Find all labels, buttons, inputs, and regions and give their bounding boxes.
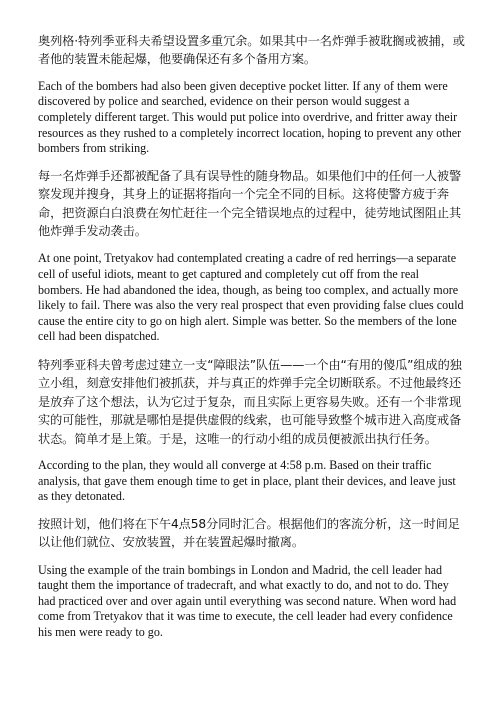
paragraph-en-plan-timing: According to the plan, they would all converge at 4:58 p.m. Based on their traffic analysis, that gave them enough time to get in place, plant their devices, and leave just as they detonated. [38,458,456,504]
paragraph-zh-redundancy: 奥列格·特列季亚科夫希望设置多重冗余。如果其中一名炸弹手被耽搁或被捕，或者他的装置未能起爆，他要确保还有多个备用方案。 [38,34,465,67]
paragraph-en-tradecraft: Using the example of the train bombings in London and Madrid, the cell leader had taught them the importance of tradecraft, and what exactly to do, and not to do. They had practiced over and over again until everything was second nature. When word had come from Tretyakov that it was time to execute, the cell leader had every confidence his men were ready to go. [38,562,457,639]
paragraph-en-pocket-litter: Each of the bombers had also been given deceptive pocket litter. If any of them were discovered by police and searched, evidence on their person would suggest a completely different target. This would put police into overdrive, and fritter away their resources as they rushed to a completely incorrect location, hoping to prevent any other bombers from striking. [38,78,462,156]
paragraph-zh-red-herrings: 特列季亚科夫曾考虑过建立一支“障眼法”队伍——一个由“有用的傻瓜”组成的独立小组，刻意安排他们被抓获，并与真正的炸弹手完全切断联系。不过他最终还是放弃了这个想法，认为它过于复杂，而且实际上更容易失败。还有一个非常现实的可能性，那就是哪怕是提供虚假的线索，也可能导致整个城市进入高度戒备状态。简单才是上策。于是，这唯一的行动小组的成员便被派出执行任务。 [38,357,462,446]
paragraph-zh-pocket-litter: 每一名炸弹手还都被配备了具有误导性的随身物品。如果他们中的任何一人被警察发现并搜身，其身上的证据将指向一个完全不同的目标。这将使警方疲于奔命，把资源白白浪费在匆忙赶往一个完全错误地点的过程中，徒劳地试图阻止其他炸弹手发动袭击。 [38,168,462,238]
paragraph-zh-plan-timing: 按照计划，他们将在下午4点58分同时汇合。根据他们的客流分析，这一时间足以让他们就位、安放装置，并在装置起爆时撤离。 [38,516,460,550]
paragraph-en-red-herrings: At one point, Tretyakov had contemplated creating a cadre of red herrings—a separate cell of useful idiots, meant to get captured and completely cut off from the real bombers. He had abandoned the idea, though, as being too complex, and actually more likely to fail. There was also the very real prospect that even providing false clues could cause the entire city to go on high alert. Simple was better. So the members of the lone cell had been dispatched. [38,251,464,344]
document-page [38,32,466,641]
